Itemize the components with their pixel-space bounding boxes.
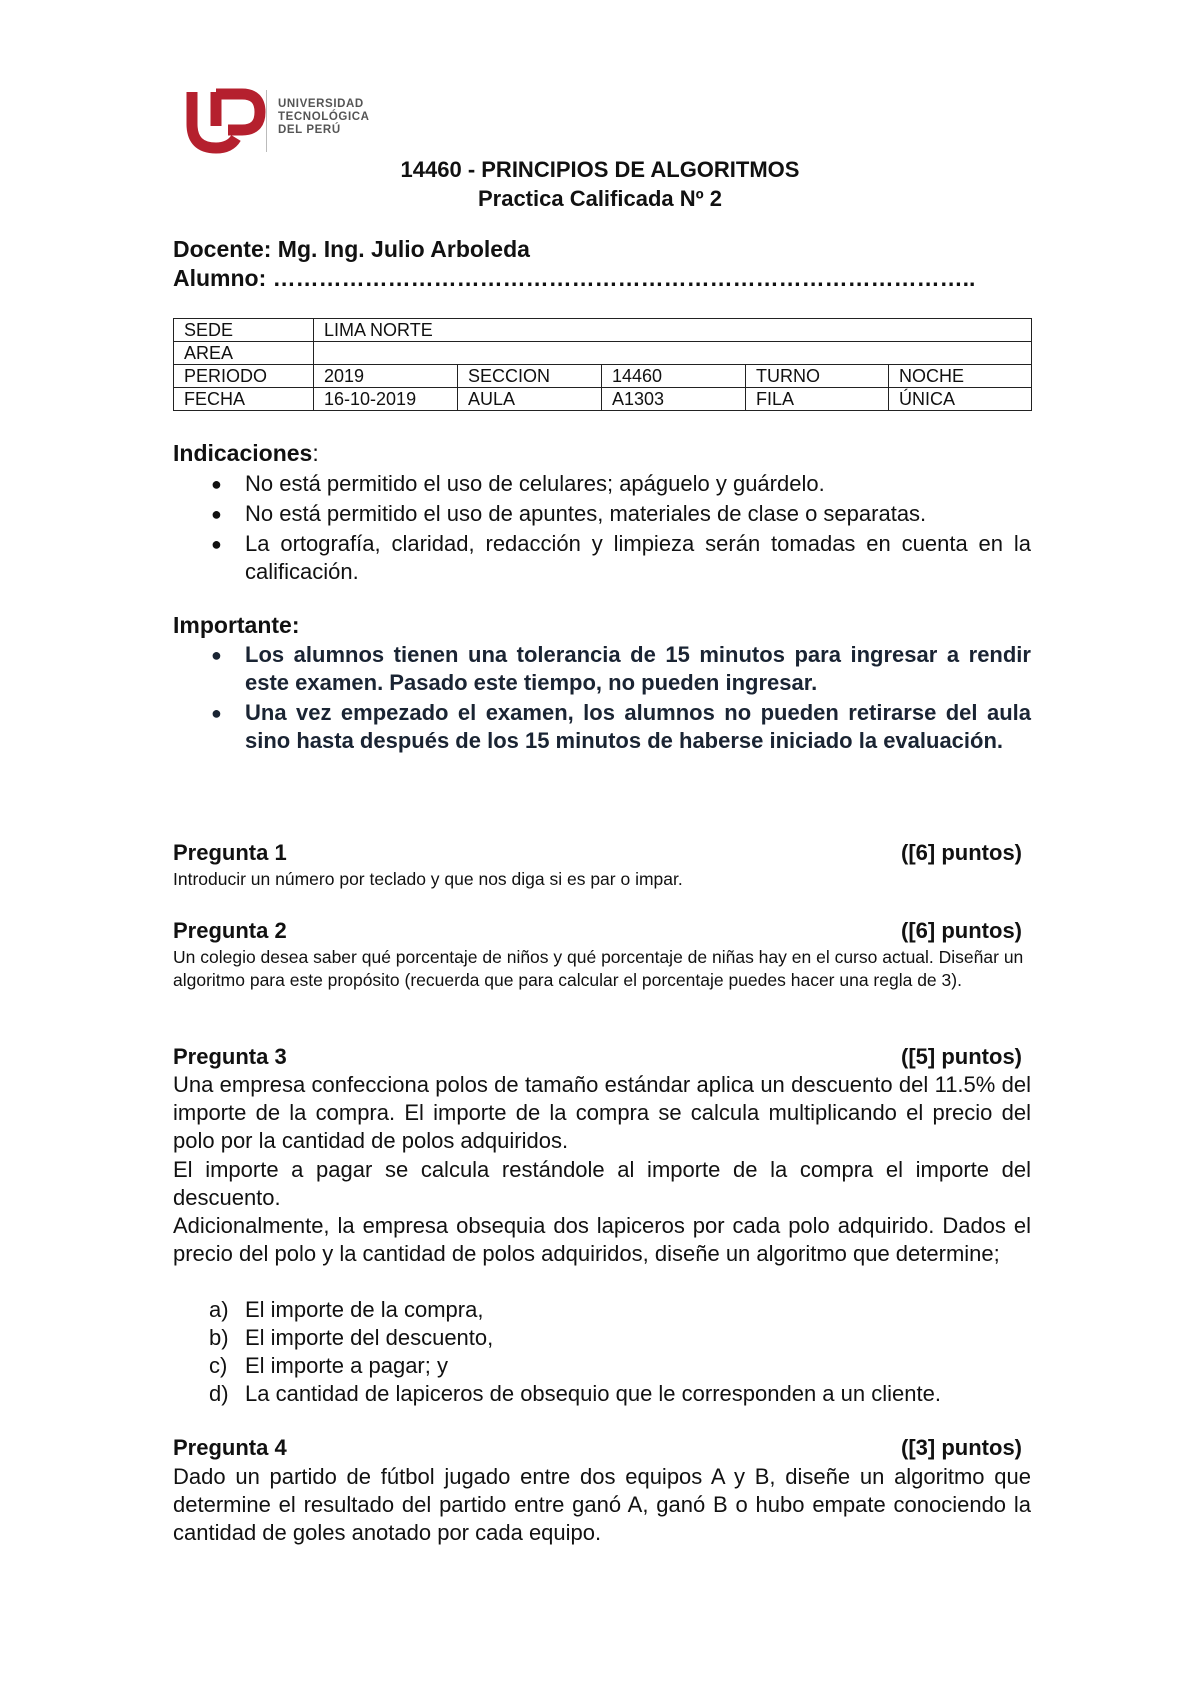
question-points: ([6] puntos): [901, 840, 1022, 865]
question-title: Pregunta 4: [173, 1435, 287, 1460]
question-title: Pregunta 3: [173, 1044, 287, 1069]
seccion-label: SECCION: [458, 365, 602, 388]
utp-logo: [186, 86, 376, 156]
utp-logo-mark-icon: [186, 86, 266, 156]
question-2-text: Un colegio desea saber qué porcentaje de niños y qué porcentaje de niñas hay en el curso actual. Diseñar un algoritmo para este propósito (recuerda que para calcular el porcentaje puedes hacer una regla de 3).: [173, 947, 1024, 990]
course-title: 14460 - PRINCIPIOS DE ALGORITMOS: [400, 157, 800, 182]
bullet-icon: ●: [211, 703, 222, 723]
question-3-paragraph-2: El importe a pagar se calcula restándole al importe de la compra el importe del descuento.: [173, 1157, 1031, 1210]
question-points: ([3] puntos): [901, 1435, 1022, 1460]
indicaciones-heading: Indicaciones:: [173, 440, 319, 466]
turno-value: NOCHE: [889, 365, 1032, 388]
table-row: [174, 365, 1032, 388]
list-item: ● No está permitido el uso de apuntes, materiales de clase o separatas.: [211, 501, 927, 526]
question-1-header: [173, 840, 1022, 866]
aula-label: AULA: [458, 388, 602, 411]
list-item: ● No está permitido el uso de celulares; apáguelo y guárdelo.: [211, 471, 825, 496]
periodo-value: 2019: [314, 365, 458, 388]
fila-value: ÚNICA: [889, 388, 1032, 411]
logo-wordmark: UNIVERSIDAD TECNOLÓGICA DEL PERÚ: [278, 98, 370, 136]
importante-heading: Importante:: [173, 612, 300, 638]
question-title: Pregunta 2: [173, 918, 287, 943]
table-row: [174, 388, 1032, 411]
seccion-value: 14460: [602, 365, 746, 388]
list-item: ● La ortografía, claridad, redacción y limpieza serán tomadas en cuenta en la calificación.: [211, 531, 1031, 584]
teacher-line: Docente: Mg. Ing. Julio Arboleda: [173, 236, 530, 262]
question-points: ([5] puntos): [901, 1044, 1022, 1069]
importante-list: [173, 641, 1031, 757]
question-3-paragraph-1: Una empresa confecciona polos de tamaño estándar aplica un descuento del 11.5% del importe de la compra. El importe de la compra se calcula multiplicando el precio del polo por la cantidad de polos adquiridos.: [173, 1072, 1031, 1153]
bullet-icon: ●: [211, 534, 222, 554]
bullet-icon: ●: [211, 504, 222, 524]
sede-label: SEDE: [174, 319, 314, 342]
logo-divider: [266, 90, 267, 152]
sede-value: LIMA NORTE: [314, 319, 1032, 342]
aula-value: A1303: [602, 388, 746, 411]
question-3-header: [173, 1044, 1022, 1070]
list-item: ● Los alumnos tienen una tolerancia de 15 minutos para ingresar a rendir este examen. Pasado este tiempo, no pueden ingresar.: [211, 642, 1031, 695]
bullet-icon: ●: [211, 474, 222, 494]
exam-title: Practica Calificada Nº 2: [477, 186, 723, 211]
table-row: [174, 342, 1032, 365]
fecha-label: FECHA: [174, 388, 314, 411]
question-points: ([6] puntos): [901, 918, 1022, 943]
list-item: ● Una vez empezado el examen, los alumnos no pueden retirarse del aula sino hasta después de los 15 minutos de haberse iniciado la evaluación.: [211, 700, 1031, 753]
area-value: [314, 342, 1032, 365]
list-item: b) El importe del descuento,: [209, 1325, 494, 1350]
bullet-icon: ●: [211, 645, 222, 665]
question-3-paragraph-3: Adicionalmente, la empresa obsequia dos lapiceros por cada polo adquirido. Dados el precio del polo y la cantidad de polos adquiridos, diseñe un algoritmo que determine;: [173, 1213, 1031, 1266]
question-1-text: Introducir un número por teclado y que nos diga si es par o impar.: [173, 869, 683, 889]
list-item: c) El importe a pagar; y: [209, 1353, 448, 1378]
question-4-text: Dado un partido de fútbol jugado entre dos equipos A y B, diseñe un algoritmo que determine el resultado del partido entre ganó A, ganó B o hubo empate conociendo la cantidad de goles anotado por cada equipo.: [173, 1464, 1031, 1545]
turno-label: TURNO: [746, 365, 889, 388]
periodo-label: PERIODO: [174, 365, 314, 388]
list-item: d) La cantidad de lapiceros de obsequio que le corresponden a un cliente.: [209, 1381, 941, 1406]
student-line: Alumno: ………………………………………………………………………………..: [173, 265, 976, 291]
table-row: [174, 319, 1032, 342]
area-label: AREA: [174, 342, 314, 365]
indicaciones-list: [173, 470, 1031, 588]
question-2-header: [173, 918, 1022, 944]
question-4-header: [173, 1435, 1022, 1461]
exam-info-table: [173, 318, 1032, 411]
list-item: a) El importe de la compra,: [209, 1297, 484, 1322]
question-title: Pregunta 1: [173, 840, 287, 865]
question-3-items: [173, 1296, 1031, 1408]
fecha-value: 16-10-2019: [314, 388, 458, 411]
fila-label: FILA: [746, 388, 889, 411]
